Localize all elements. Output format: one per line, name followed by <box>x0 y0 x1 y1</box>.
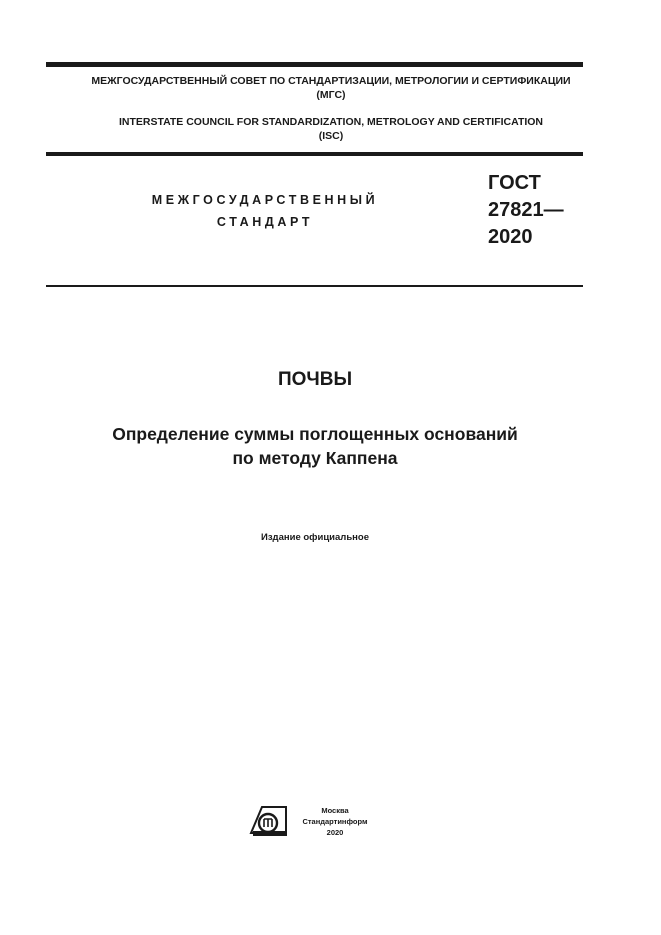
standard-code-line2: 27821— <box>488 199 564 221</box>
publisher-name: Стандартинформ <box>302 817 368 826</box>
standard-type-line1: МЕЖГОСУДАРСТВЕННЫЙ <box>151 193 379 207</box>
header-bottom-rule <box>46 152 583 156</box>
publisher-year: 2020 <box>326 828 344 837</box>
standard-code-line1: ГОСТ <box>488 172 541 194</box>
council-name-ru <box>46 74 616 102</box>
title-block-rule <box>46 285 583 287</box>
publisher-block <box>290 805 380 838</box>
document-subtitle <box>0 422 630 470</box>
council-name-en-line1: INTERSTATE COUNCIL FOR STANDARDIZATION, METROLOGY AND CERTIFICATION <box>118 116 544 128</box>
council-name-ru-line1: МЕЖГОСУДАРСТВЕННЫЙ СОВЕТ ПО СТАНДАРТИЗАЦИИ, МЕТРОЛОГИИ И СЕРТИФИКАЦИИ <box>91 75 571 87</box>
standard-type-label <box>100 189 430 233</box>
standartinform-logo-icon <box>248 804 288 838</box>
standard-type-line2: СТАНДАРТ <box>216 215 314 229</box>
edition-note: Издание официальное <box>261 532 369 543</box>
publisher-city: Москва <box>321 806 349 815</box>
council-abbr-en: (ISC) <box>318 130 344 142</box>
document-subtitle-line2: по методу Каппена <box>232 448 398 468</box>
standard-code <box>488 170 564 251</box>
document-title: ПОЧВЫ <box>277 369 353 390</box>
document-subtitle-line1: Определение суммы поглощенных оснований <box>112 424 518 444</box>
standard-code-line3: 2020 <box>488 226 533 248</box>
council-name-en <box>46 115 616 143</box>
council-abbr-ru: (МГС) <box>316 89 346 101</box>
top-rule <box>46 62 583 67</box>
